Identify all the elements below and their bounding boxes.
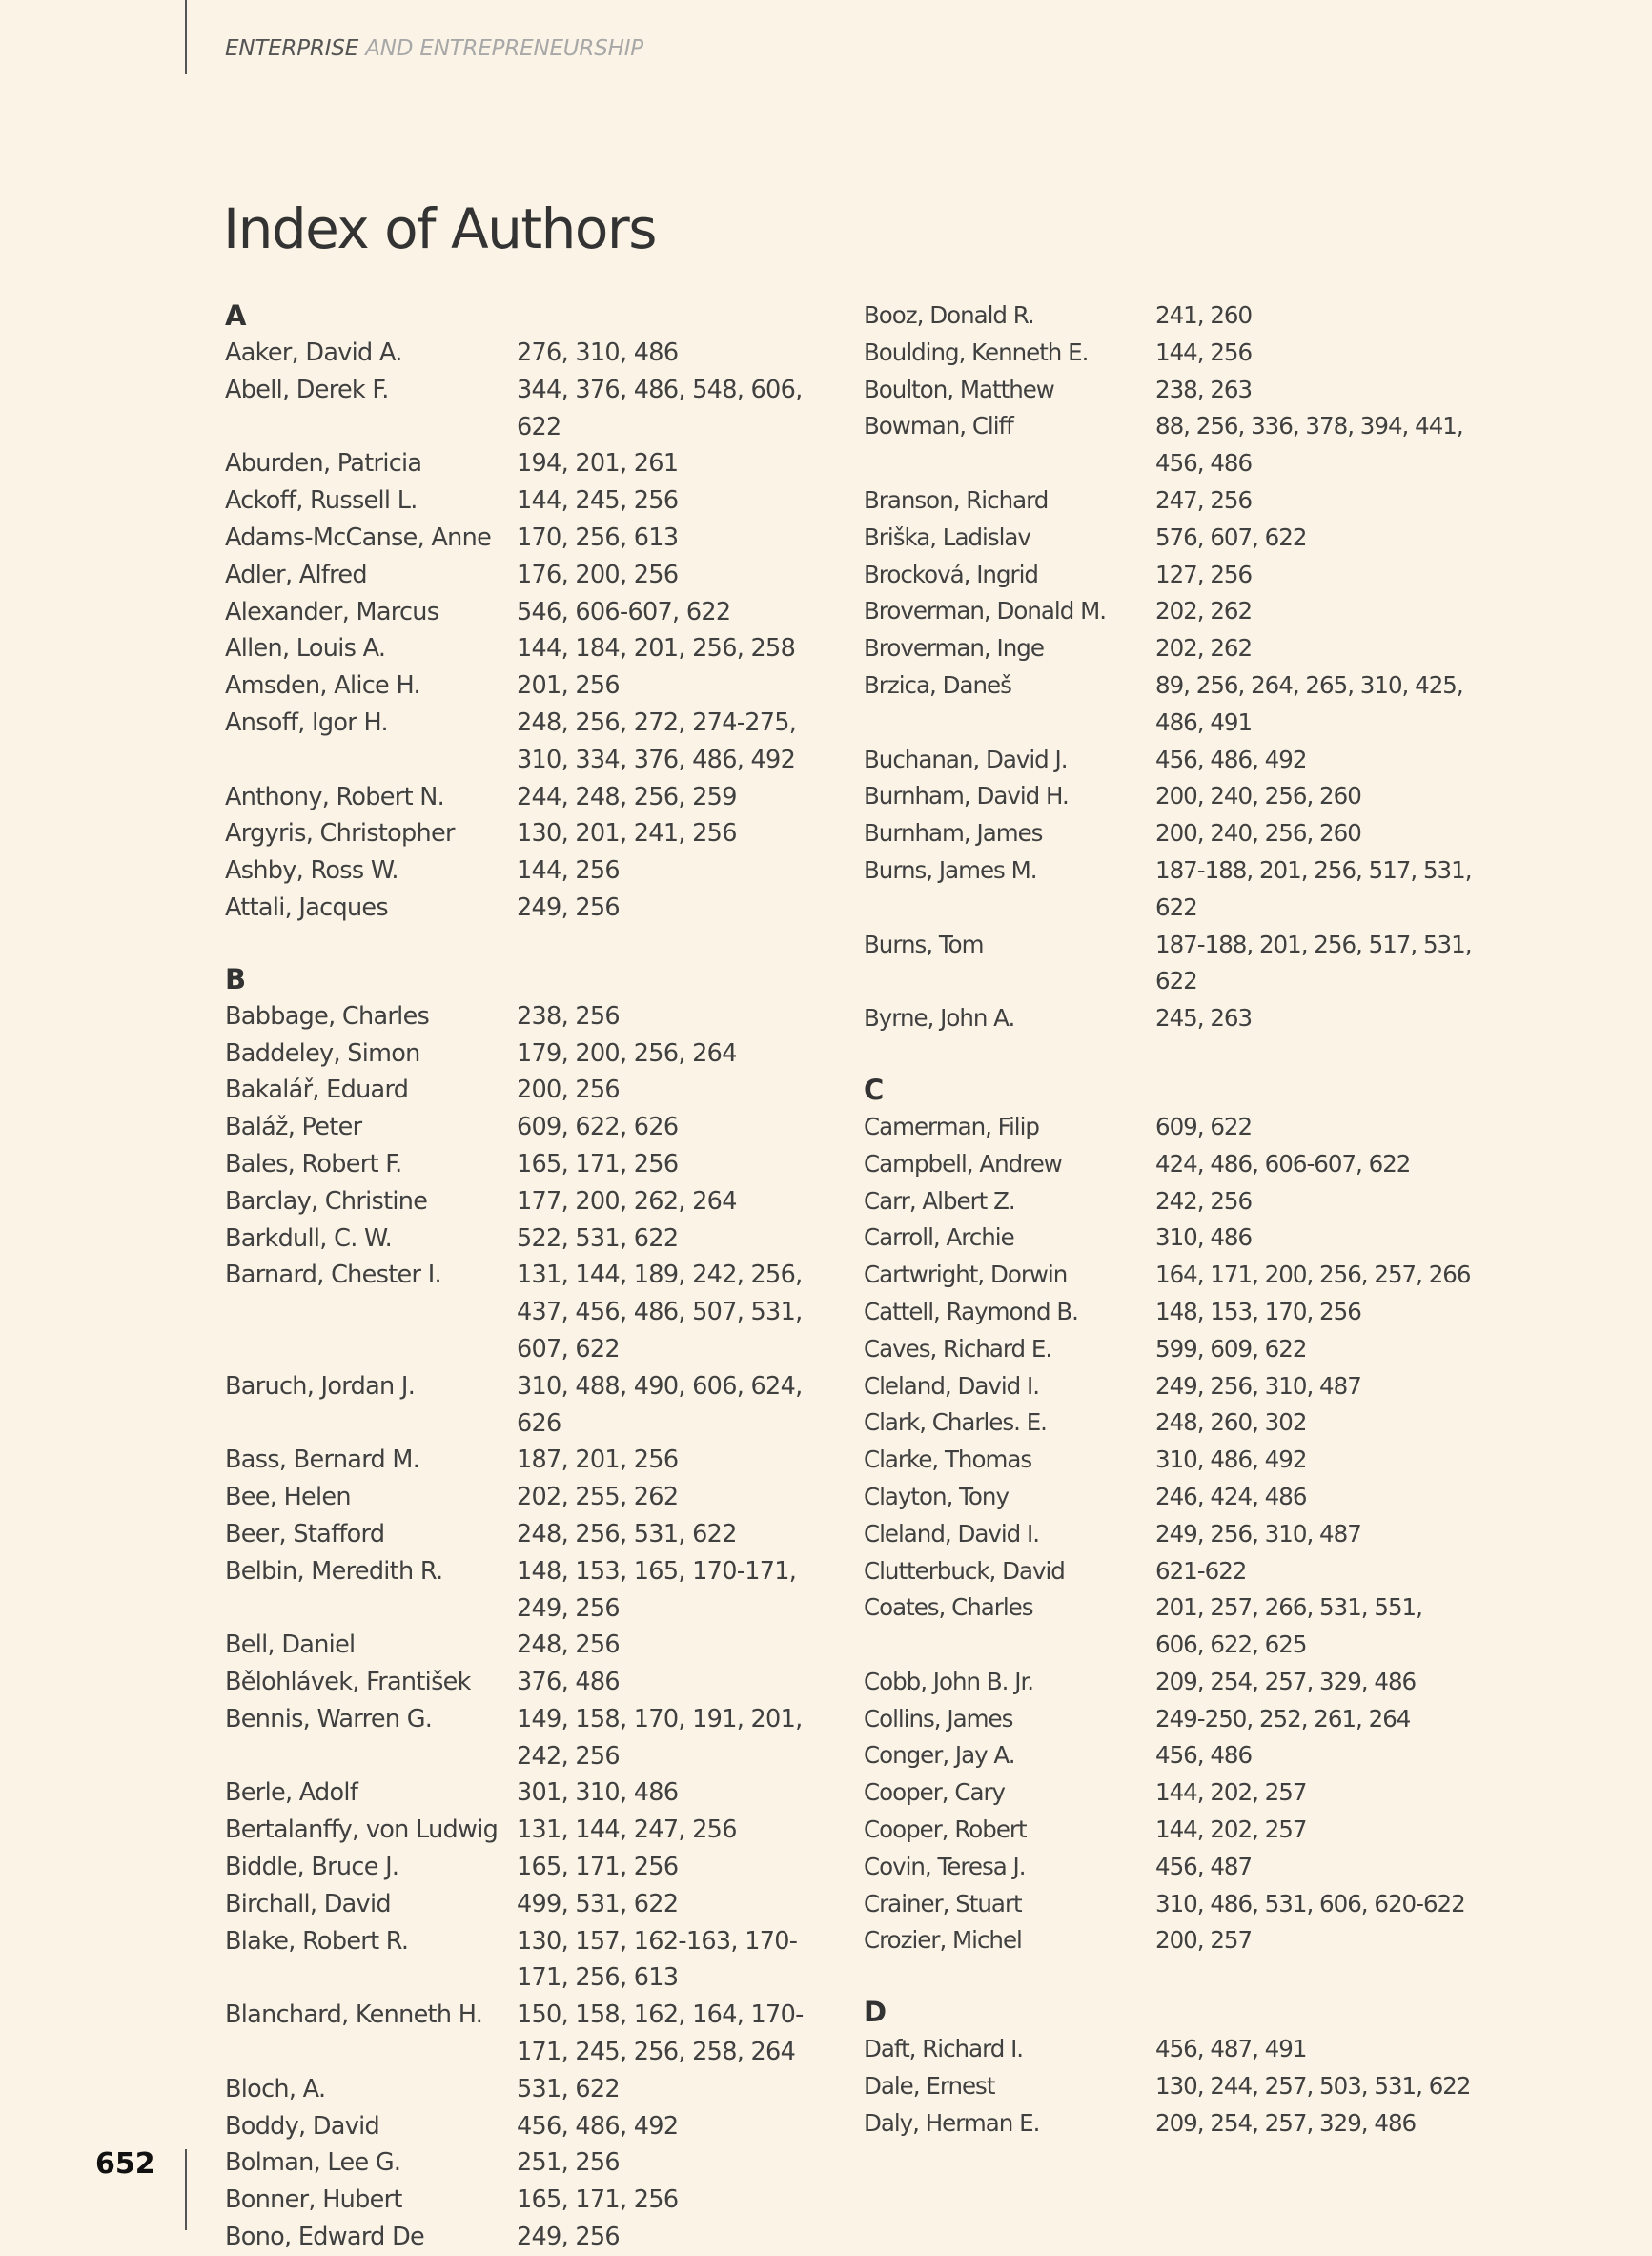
index-entry bbox=[864, 1737, 1474, 1774]
author-name: Buchanan, David J. bbox=[864, 745, 1068, 773]
index-entry bbox=[864, 372, 1474, 409]
index-entry bbox=[225, 1664, 835, 1701]
index-entry bbox=[864, 667, 1474, 742]
page-references: 249, 256 bbox=[517, 892, 620, 922]
index-entry bbox=[225, 998, 835, 1036]
page-references: 127, 256 bbox=[1155, 560, 1253, 588]
page-references: 202, 255, 262 bbox=[517, 1483, 679, 1512]
page-references: 531, 622 bbox=[517, 2074, 620, 2103]
index-entry bbox=[864, 297, 1474, 335]
index-entry bbox=[864, 593, 1474, 630]
index-entry bbox=[864, 1812, 1474, 1849]
page-references: 144, 256 bbox=[1155, 338, 1253, 366]
page-references: 248, 256, 531, 622 bbox=[517, 1519, 737, 1548]
author-name: Ansoff, Igor H. bbox=[225, 708, 388, 737]
author-name: Crozier, Michel bbox=[864, 1926, 1022, 1955]
author-name: Bonner, Hubert bbox=[225, 2185, 402, 2215]
page-references: 424, 486, 606-607, 622 bbox=[1155, 1149, 1411, 1178]
author-name: Burns, James M. bbox=[864, 855, 1037, 884]
page-references: 150, 158, 162, 164, 170-171, 245, 256, 258, 264 bbox=[517, 2000, 804, 2067]
index-entry bbox=[225, 779, 835, 816]
index-entry bbox=[225, 1812, 835, 1849]
page-references: 241, 260 bbox=[1155, 301, 1253, 329]
page-references: 148, 153, 165, 170-171, 249, 256 bbox=[517, 1556, 797, 1623]
index-entry bbox=[225, 1036, 835, 1073]
author-name: Campbell, Andrew bbox=[864, 1149, 1062, 1178]
author-name: Daly, Herman E. bbox=[864, 2108, 1040, 2137]
page-references: 200, 240, 256, 260 bbox=[1155, 819, 1361, 848]
page-references: 89, 256, 264, 265, 310, 425, 486, 491 bbox=[1155, 670, 1463, 736]
index-entry bbox=[225, 1774, 835, 1812]
running-head-bold: ENTERPRISE bbox=[225, 36, 359, 61]
page-references: 456, 487 bbox=[1155, 1852, 1253, 1880]
index-entry bbox=[864, 1331, 1474, 1368]
page-references: 242, 256 bbox=[1155, 1186, 1253, 1215]
author-name: Bennis, Warren G. bbox=[225, 1704, 433, 1733]
page-references: 194, 201, 261 bbox=[517, 449, 679, 479]
page-references: 310, 486, 531, 606, 620-622 bbox=[1155, 1889, 1465, 1918]
page-references: 248, 256, 272, 274-275, 310, 334, 376, 486, 492 bbox=[517, 708, 797, 774]
author-name: Dale, Ernest bbox=[864, 2072, 995, 2101]
page-references: 201, 257, 266, 531, 551, 606, 622, 625 bbox=[1155, 1593, 1422, 1659]
author-name: Bell, Daniel bbox=[225, 1630, 356, 1660]
index-entry bbox=[225, 2071, 835, 2108]
author-name: Blake, Robert R. bbox=[225, 1926, 409, 1956]
author-name: Blanchard, Kenneth H. bbox=[225, 2000, 483, 2030]
page-title: Index of Authors bbox=[223, 196, 656, 261]
author-name: Aburden, Patricia bbox=[225, 449, 422, 479]
author-name: Cleland, David I. bbox=[864, 1371, 1040, 1400]
author-name: Belbin, Meredith R. bbox=[225, 1556, 443, 1586]
index-entry bbox=[225, 1627, 835, 1664]
index-entry bbox=[225, 445, 835, 482]
index-entry bbox=[864, 482, 1474, 520]
author-name: Bowman, Cliff bbox=[864, 412, 1013, 441]
author-name: Cartwright, Dorwin bbox=[864, 1261, 1068, 1289]
page-references: 202, 262 bbox=[1155, 634, 1253, 663]
author-name: Bono, Edward De bbox=[225, 2223, 425, 2252]
index-entry bbox=[864, 1922, 1474, 1959]
index-entry bbox=[864, 1589, 1474, 1664]
page-references: 187-188, 201, 256, 517, 531, 622 bbox=[1155, 855, 1472, 921]
author-name: Burnham, David H. bbox=[864, 782, 1069, 810]
author-name: Clark, Charles. E. bbox=[864, 1408, 1047, 1437]
page-references: 249, 256 bbox=[517, 2223, 620, 2252]
index-entry bbox=[225, 1220, 835, 1258]
author-name: Carroll, Archie bbox=[864, 1223, 1014, 1252]
index-entry bbox=[225, 1368, 835, 1443]
index-entry bbox=[864, 1146, 1474, 1183]
author-name: Cooper, Cary bbox=[864, 1778, 1006, 1807]
index-entry bbox=[864, 1220, 1474, 1257]
page-references: 499, 531, 622 bbox=[517, 1889, 679, 1918]
author-name: Bloch, A. bbox=[225, 2074, 326, 2103]
page-references: 144, 184, 201, 256, 258 bbox=[517, 634, 796, 664]
page-references: 310, 486, 492 bbox=[1155, 1446, 1307, 1474]
author-name: Brzica, Daneš bbox=[864, 670, 1011, 699]
author-name: Cattell, Raymond B. bbox=[864, 1297, 1078, 1325]
author-name: Covin, Teresa J. bbox=[864, 1852, 1026, 1880]
index-entry bbox=[225, 1923, 835, 1998]
author-name: Clutterbuck, David bbox=[864, 1556, 1065, 1585]
index-entry bbox=[864, 1479, 1474, 1516]
index-entry bbox=[225, 1886, 835, 1923]
page-references: 165, 171, 256 bbox=[517, 1853, 679, 1882]
page-references: 310, 486 bbox=[1155, 1223, 1253, 1252]
index-entry bbox=[225, 1553, 835, 1628]
index-entry bbox=[864, 1701, 1474, 1738]
author-name: Clarke, Thomas bbox=[864, 1446, 1032, 1474]
index-entry bbox=[864, 1664, 1474, 1701]
page-references: 546, 606-607, 622 bbox=[517, 597, 731, 626]
page-references: 249, 256, 310, 487 bbox=[1155, 1371, 1361, 1400]
author-name: Cooper, Robert bbox=[864, 1815, 1027, 1844]
author-name: Burnham, James bbox=[864, 819, 1043, 848]
author-name: Argyris, Christopher bbox=[225, 819, 455, 849]
author-name: Abell, Derek F. bbox=[225, 375, 389, 404]
author-name: Barnard, Chester I. bbox=[225, 1261, 441, 1290]
index-column-right bbox=[864, 297, 1474, 2143]
page-references: 164, 171, 200, 256, 257, 266 bbox=[1155, 1261, 1471, 1289]
page-references: 130, 201, 241, 256 bbox=[517, 819, 737, 849]
index-entry bbox=[864, 1405, 1474, 1442]
index-entry bbox=[864, 1000, 1474, 1037]
index-entry bbox=[864, 1442, 1474, 1479]
index-entry bbox=[225, 890, 835, 927]
author-name: Ashby, Ross W. bbox=[225, 856, 398, 886]
page-references: 344, 376, 486, 548, 606, 622 bbox=[517, 375, 803, 441]
author-name: Bakalář, Eduard bbox=[225, 1076, 409, 1105]
index-entry bbox=[225, 1072, 835, 1109]
page-references: 201, 256 bbox=[517, 671, 620, 701]
page-references: 209, 254, 257, 329, 486 bbox=[1155, 1667, 1417, 1695]
author-name: Caves, Richard E. bbox=[864, 1334, 1052, 1363]
author-name: Daft, Richard I. bbox=[864, 2035, 1024, 2063]
index-entry bbox=[864, 1886, 1474, 1923]
index-entry bbox=[864, 1553, 1474, 1590]
author-name: Clayton, Tony bbox=[864, 1482, 1009, 1510]
page-references: 131, 144, 189, 242, 256, 437, 456, 486, 507, 531, 607, 622 bbox=[517, 1261, 803, 1364]
index-entry bbox=[225, 815, 835, 852]
page-references: 599, 609, 622 bbox=[1155, 1334, 1307, 1363]
author-name: Birchall, David bbox=[225, 1889, 391, 1918]
section-letter: A bbox=[225, 299, 247, 332]
index-entry bbox=[225, 1183, 835, 1220]
index-entry bbox=[864, 408, 1474, 482]
page-references: 149, 158, 170, 191, 201, 242, 256 bbox=[517, 1704, 803, 1771]
page-references: 165, 171, 256 bbox=[517, 2185, 679, 2215]
page-references: 301, 310, 486 bbox=[517, 1778, 679, 1808]
page-references: 238, 263 bbox=[1155, 375, 1253, 403]
index-entry bbox=[225, 1997, 835, 2071]
page-references: 248, 260, 302 bbox=[1155, 1408, 1307, 1437]
author-name: Babbage, Charles bbox=[225, 1001, 430, 1031]
index-entry bbox=[225, 1701, 835, 1775]
index-entry bbox=[225, 335, 835, 372]
author-name: Briška, Ladislav bbox=[864, 523, 1030, 551]
index-entry bbox=[864, 1368, 1474, 1405]
author-name: Camerman, Filip bbox=[864, 1112, 1039, 1140]
index-entry bbox=[864, 1294, 1474, 1331]
page-references: 248, 256 bbox=[517, 1630, 620, 1660]
index-entry bbox=[225, 1146, 835, 1183]
top-rule bbox=[185, 0, 187, 74]
page-references: 576, 607, 622 bbox=[1155, 523, 1307, 551]
index-entry bbox=[864, 1774, 1474, 1812]
page-references: 130, 157, 162-163, 170-171, 256, 613 bbox=[517, 1926, 798, 1993]
page-references: 456, 486, 492 bbox=[1155, 745, 1307, 773]
page-references: 170, 256, 613 bbox=[517, 523, 679, 552]
author-name: Alexander, Marcus bbox=[225, 597, 439, 626]
page-references: 244, 248, 256, 259 bbox=[517, 782, 737, 811]
author-name: Broverman, Inge bbox=[864, 634, 1044, 663]
author-name: Bass, Bernard M. bbox=[225, 1446, 420, 1475]
author-name: Crainer, Stuart bbox=[864, 1889, 1022, 1918]
author-name: Amsden, Alice H. bbox=[225, 671, 420, 701]
index-entry bbox=[864, 557, 1474, 594]
index-entry bbox=[864, 2031, 1474, 2068]
page-references: 276, 310, 486 bbox=[517, 338, 679, 367]
index-entry bbox=[864, 335, 1474, 372]
index-entry bbox=[864, 815, 1474, 852]
author-name: Branson, Richard bbox=[864, 485, 1049, 514]
page-references: 310, 488, 490, 606, 624, 626 bbox=[517, 1371, 803, 1438]
page-number: 652 bbox=[95, 2147, 155, 2181]
page-references: 609, 622, 626 bbox=[517, 1113, 679, 1142]
author-name: Cobb, John B. Jr. bbox=[864, 1667, 1034, 1695]
page-references: 144, 202, 257 bbox=[1155, 1815, 1307, 1844]
page-references: 202, 262 bbox=[1155, 597, 1253, 626]
running-head-light: AND ENTREPRENEURSHIP bbox=[365, 36, 643, 61]
author-name: Bertalanffy, von Ludwig bbox=[225, 1815, 499, 1845]
page-references: 209, 254, 257, 329, 486 bbox=[1155, 2108, 1417, 2137]
index-entry bbox=[225, 1849, 835, 1886]
page-references: 88, 256, 336, 378, 394, 441, 456, 486 bbox=[1155, 412, 1463, 478]
page-references: 176, 200, 256 bbox=[517, 560, 679, 589]
page-references: 200, 240, 256, 260 bbox=[1155, 782, 1361, 810]
author-name: Anthony, Robert N. bbox=[225, 782, 445, 811]
index-entry bbox=[864, 852, 1474, 927]
page-references: 131, 144, 247, 256 bbox=[517, 1815, 737, 1845]
author-name: Coates, Charles bbox=[864, 1593, 1033, 1622]
page-references: 177, 200, 262, 264 bbox=[517, 1186, 737, 1216]
page-references: 144, 256 bbox=[517, 856, 620, 886]
index-entry bbox=[225, 482, 835, 520]
index-entry bbox=[225, 1516, 835, 1553]
index-entry bbox=[864, 927, 1474, 1001]
author-name: Cleland, David I. bbox=[864, 1519, 1040, 1548]
page-references: 179, 200, 256, 264 bbox=[517, 1038, 737, 1068]
index-entry bbox=[225, 2108, 835, 2145]
author-name: Biddle, Bruce J. bbox=[225, 1853, 399, 1882]
author-name: Brocková, Ingrid bbox=[864, 560, 1038, 588]
author-name: Collins, James bbox=[864, 1704, 1013, 1733]
page-references: 249-250, 252, 261, 264 bbox=[1155, 1704, 1411, 1733]
index-column-left bbox=[225, 297, 835, 2256]
author-name: Conger, Jay A. bbox=[864, 1741, 1015, 1770]
index-entry bbox=[225, 372, 835, 446]
author-name: Baddeley, Simon bbox=[225, 1038, 420, 1068]
index-entry bbox=[864, 1849, 1474, 1886]
author-name: Baruch, Jordan J. bbox=[225, 1371, 416, 1401]
index-entry bbox=[225, 594, 835, 631]
author-name: Bee, Helen bbox=[225, 1483, 351, 1512]
author-name: Burns, Tom bbox=[864, 930, 984, 958]
author-name: Boulton, Matthew bbox=[864, 375, 1054, 403]
page-references: 621-622 bbox=[1155, 1556, 1247, 1585]
page-references: 522, 531, 622 bbox=[517, 1223, 679, 1253]
section-letter: D bbox=[864, 1996, 887, 2029]
index-entry bbox=[225, 705, 835, 779]
index-entry bbox=[225, 2182, 835, 2219]
index-entry bbox=[225, 630, 835, 667]
author-name: Bělohlávek, František bbox=[225, 1668, 471, 1697]
page-references: 251, 256 bbox=[517, 2148, 620, 2178]
index-entry bbox=[864, 742, 1474, 779]
page-references: 165, 171, 256 bbox=[517, 1149, 679, 1179]
page-references: 376, 486 bbox=[517, 1668, 620, 1697]
author-name: Allen, Louis A. bbox=[225, 634, 386, 664]
index-entry bbox=[225, 2144, 835, 2182]
index-entry bbox=[225, 520, 835, 557]
index-entry bbox=[864, 2105, 1474, 2143]
index-entry bbox=[225, 1442, 835, 1479]
page-references: 246, 424, 486 bbox=[1155, 1482, 1307, 1510]
index-entry bbox=[864, 778, 1474, 815]
page-references: 148, 153, 170, 256 bbox=[1155, 1297, 1361, 1325]
index-entry bbox=[864, 2068, 1474, 2105]
page-references: 144, 202, 257 bbox=[1155, 1778, 1307, 1807]
author-name: Byrne, John A. bbox=[864, 1004, 1015, 1033]
author-name: Attali, Jacques bbox=[225, 892, 388, 922]
page-references: 187, 201, 256 bbox=[517, 1446, 679, 1475]
index-entry bbox=[864, 1257, 1474, 1294]
index-entry bbox=[864, 1109, 1474, 1146]
author-name: Bolman, Lee G. bbox=[225, 2148, 401, 2178]
author-name: Aaker, David A. bbox=[225, 338, 402, 367]
bottom-rule bbox=[185, 2149, 187, 2230]
page-references: 144, 245, 256 bbox=[517, 486, 679, 516]
author-name: Berle, Adolf bbox=[225, 1778, 358, 1808]
page-references: 609, 622 bbox=[1155, 1112, 1253, 1140]
author-name: Barclay, Christine bbox=[225, 1186, 428, 1216]
index-entry bbox=[864, 1183, 1474, 1220]
index-entry bbox=[864, 630, 1474, 667]
author-name: Bales, Robert F. bbox=[225, 1149, 402, 1179]
author-name: Beer, Stafford bbox=[225, 1519, 385, 1548]
index-entry bbox=[225, 1479, 835, 1516]
section-letter: C bbox=[864, 1073, 885, 1106]
index-entry bbox=[225, 557, 835, 594]
author-name: Adams-McCanse, Anne bbox=[225, 523, 492, 552]
author-name: Adler, Alfred bbox=[225, 560, 367, 589]
page-references: 456, 486 bbox=[1155, 1741, 1253, 1770]
author-name: Boulding, Kenneth E. bbox=[864, 338, 1089, 366]
author-name: Ackoff, Russell L. bbox=[225, 486, 418, 516]
author-name: Boddy, David bbox=[225, 2111, 379, 2141]
author-name: Booz, Donald R. bbox=[864, 301, 1034, 329]
author-name: Baláž, Peter bbox=[225, 1113, 362, 1142]
section-letter: B bbox=[225, 962, 247, 995]
page-references: 456, 486, 492 bbox=[517, 2111, 679, 2141]
page-references: 245, 263 bbox=[1155, 1004, 1253, 1033]
page-references: 187-188, 201, 256, 517, 531, 622 bbox=[1155, 930, 1472, 995]
index-entry bbox=[225, 1109, 835, 1146]
page-references: 247, 256 bbox=[1155, 485, 1253, 514]
index-entry bbox=[864, 1516, 1474, 1553]
running-head bbox=[225, 36, 643, 61]
page-references: 130, 244, 257, 503, 531, 622 bbox=[1155, 2072, 1471, 2101]
author-name: Broverman, Donald M. bbox=[864, 597, 1106, 626]
index-entry bbox=[864, 520, 1474, 557]
index-entry bbox=[225, 852, 835, 890]
author-name: Carr, Albert Z. bbox=[864, 1186, 1015, 1215]
index-entry bbox=[225, 667, 835, 705]
index-entry bbox=[225, 2219, 835, 2256]
index-entry bbox=[225, 1257, 835, 1367]
page-references: 249, 256, 310, 487 bbox=[1155, 1519, 1361, 1548]
page-references: 200, 256 bbox=[517, 1076, 620, 1105]
page-references: 200, 257 bbox=[1155, 1926, 1253, 1955]
author-name: Barkdull, C. W. bbox=[225, 1223, 393, 1253]
page-references: 456, 487, 491 bbox=[1155, 2035, 1307, 2063]
page-references: 238, 256 bbox=[517, 1001, 620, 1031]
